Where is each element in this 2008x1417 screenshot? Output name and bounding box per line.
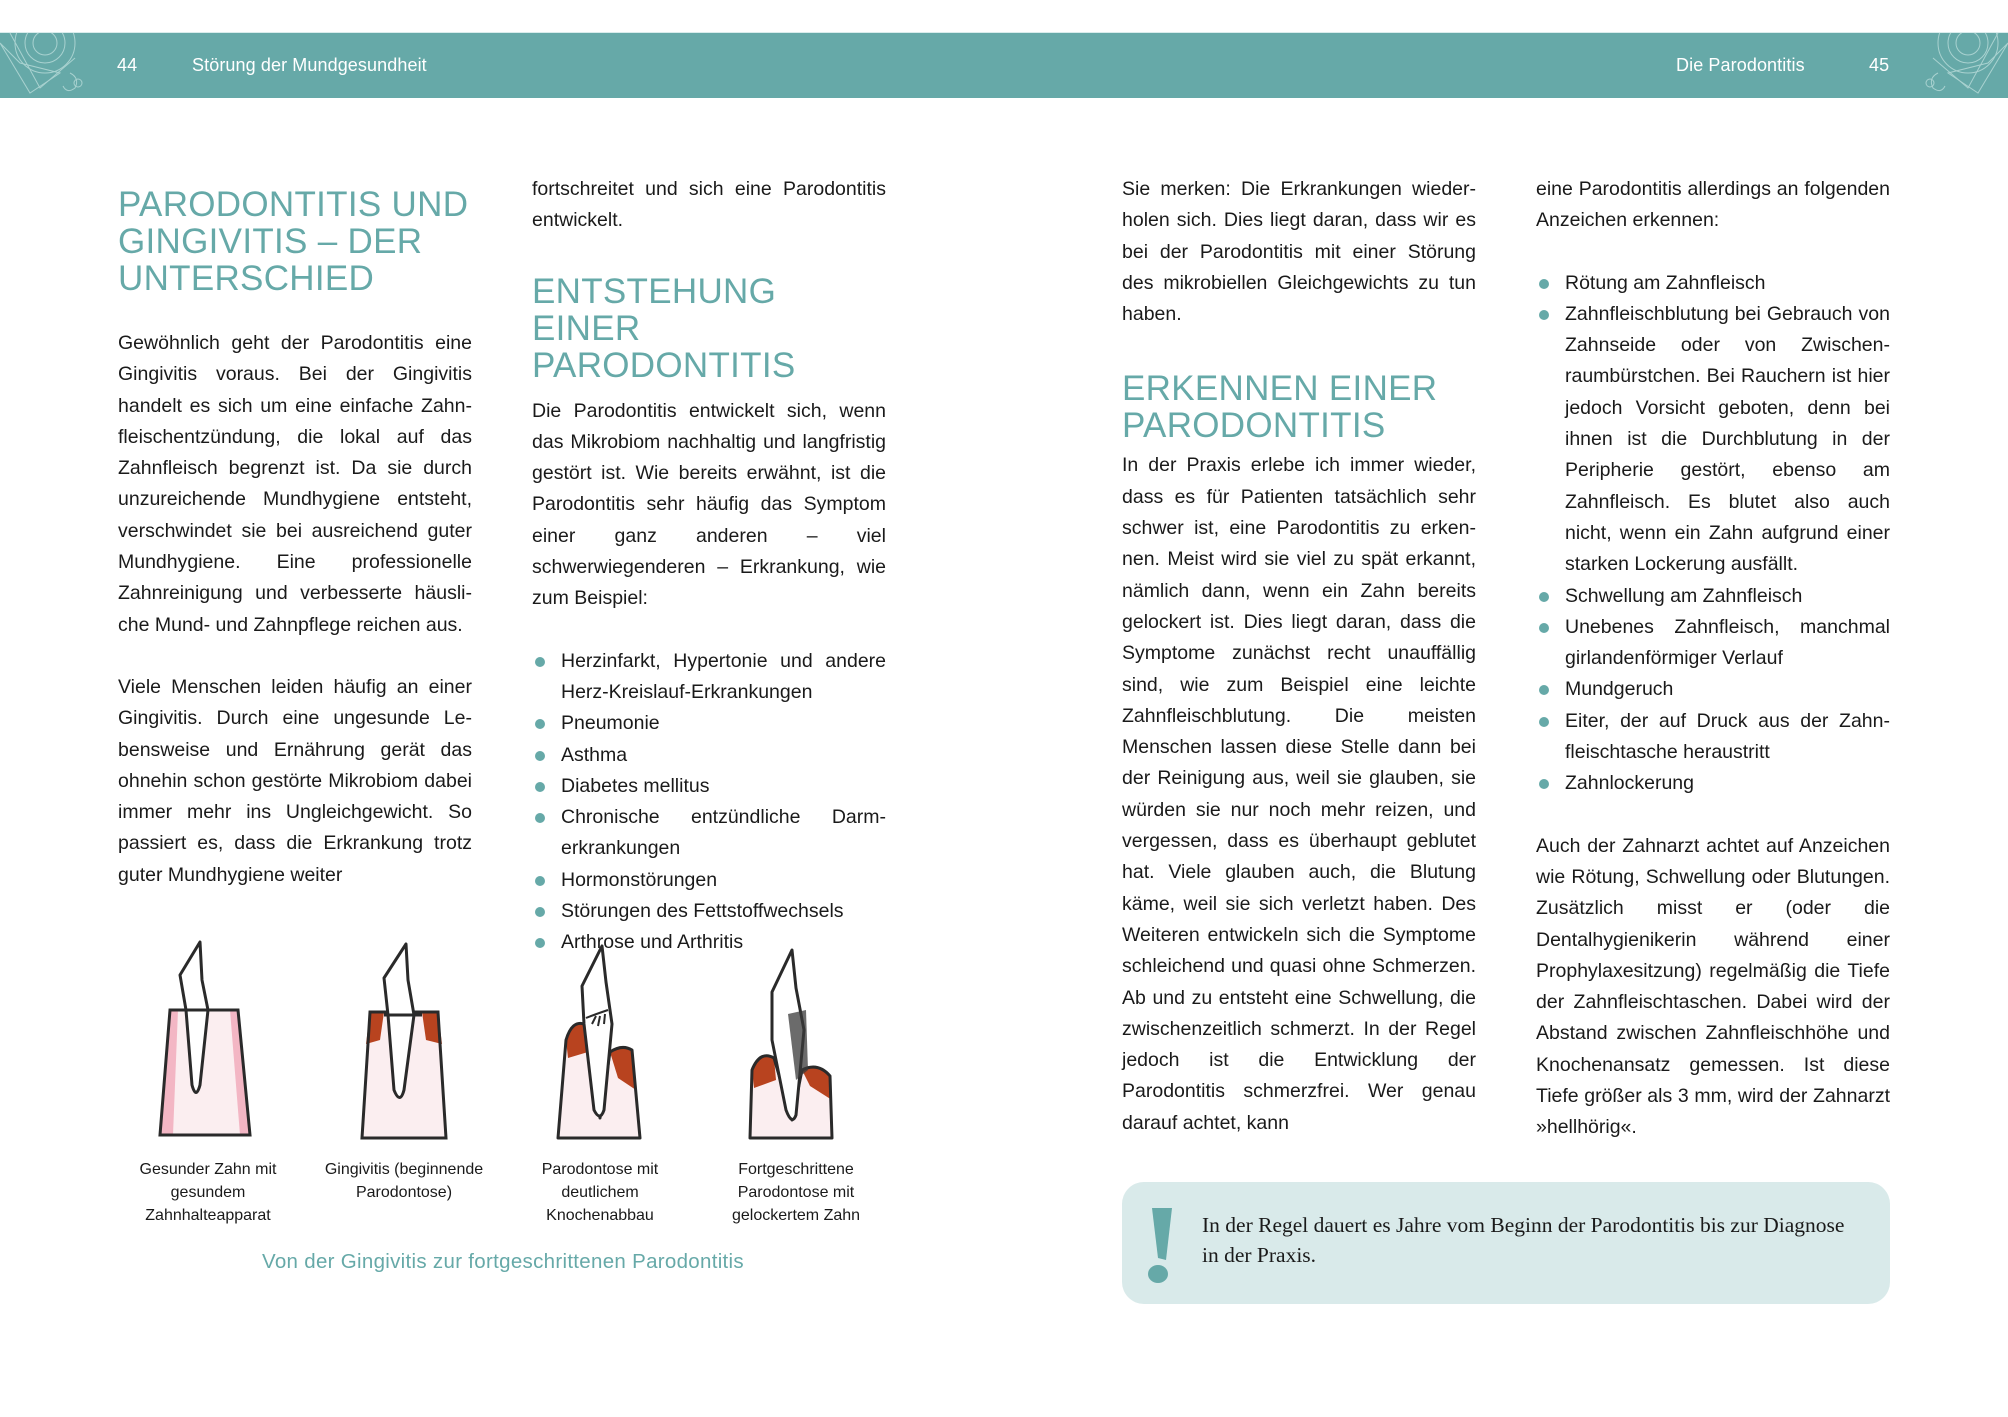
bullet-icon — [1539, 592, 1549, 602]
list-item — [1536, 581, 1890, 612]
list-item-text: Mundgeruch — [1565, 678, 1674, 701]
list-item-text: Unebenes Zahnfleisch, manchmal girlandenförmiger Verlauf — [1565, 615, 1890, 670]
heading-line: PARODONTITIS — [1122, 406, 1386, 446]
list-item — [1536, 674, 1890, 705]
advanced-periodontosis-tooth-illustration — [706, 940, 886, 1140]
list-item — [1536, 612, 1890, 675]
list-item-text: Zahnlockerung — [1565, 772, 1694, 795]
heading-line: PARODONTITIS UND — [118, 185, 469, 224]
list-item-text: Rötung am Zahnfleisch — [1565, 271, 1766, 294]
paragraph-continuation: eine Parodontitis allerdings an folgenden Anzeichen erkennen: — [1536, 178, 1890, 232]
heading-line: ENTSTEHUNG EINER — [532, 271, 777, 348]
list-item — [532, 771, 886, 802]
right-page-number: 45 — [1869, 55, 1890, 75]
list-item — [532, 740, 886, 771]
disease-list — [532, 646, 886, 959]
paragraph: Auch der Zahnarzt achtet auf Anzeichen wie Rötung, Schwellung oder Blutungen. Zusätzlich misst er (oder die Dentalhygienikerin während einer Prophylaxesitzung) regelmäßig die Tiefe der Zahnfleischtaschen. Dabei wird der Abstand zwischen Zahnfleischhöhe und Knochenansatz gemessen. Ist diese Tiefe größer als 3 mm, wird der Zahnarzt »hellhörig«. — [1536, 834, 1890, 1139]
caption-advanced-periodontosis: Fortgeschrittene Parodontose mit gelockertem Zahn — [731, 1161, 861, 1224]
bullet-icon — [535, 813, 545, 823]
list-item-text: Asthma — [561, 743, 628, 766]
list-item — [532, 708, 886, 739]
section-heading-unterschied — [118, 186, 472, 297]
caption-healthy-tooth: Gesunder Zahn mit gesundem Zahnhalteapparat — [139, 1161, 277, 1224]
list-item-text: Hormonstörungen — [561, 868, 718, 891]
heading-line: ERKENNEN EINER — [1122, 369, 1438, 409]
mandala-ornament-icon — [1908, 33, 2008, 98]
running-header — [0, 32, 2008, 98]
bullet-icon — [1539, 279, 1549, 289]
column-1 — [118, 186, 472, 891]
section-heading-erkennen — [1122, 370, 1476, 444]
bullet-icon — [1539, 310, 1549, 320]
mandala-ornament-icon — [0, 33, 100, 98]
bullet-icon — [535, 907, 545, 917]
paragraph: Die Parodontitis entwickelt sich, wenn das Mikrobiom nachhaltig und langfristig gestört ist. Wie bereits erwähnt, ist die Parodontitis sehr häufig das Symptom einer ganz anderen – viel schwerwiegenderen – Erkrankung, wie zum Beispiel: — [532, 399, 886, 610]
list-item — [532, 802, 886, 865]
list-item — [532, 646, 886, 709]
paragraph-continuation: fortschreitet und sich eine Parodontitis entwickelt. — [532, 178, 886, 232]
bullet-icon — [535, 782, 545, 792]
bullet-icon — [1539, 685, 1549, 695]
bullet-icon — [535, 876, 545, 886]
symptom-list — [1536, 268, 1890, 800]
left-page-number: 44 — [117, 55, 138, 75]
list-item-text: Schwellung am Zahnfleisch — [1565, 584, 1803, 607]
caption-periodontosis: Parodontose mit deutlichem Knochenabbau — [541, 1161, 659, 1224]
column-4 — [1536, 174, 1890, 1144]
column-2 — [532, 174, 886, 959]
list-item-text: Herzinfarkt, Hypertonie und andere Herz-Kreislauf-Erkrankungen — [561, 649, 886, 703]
list-item-text: Störungen des Fettstoffwechsels — [561, 900, 844, 923]
bullet-icon — [535, 657, 545, 667]
list-item — [1536, 268, 1890, 299]
paragraph-continuation: Sie merken: Die Erkrankungen wiederholen sich. Dies liegt daran, dass wir es bei der Parodontitis mit einer Störung des mikrobiellen Gleichgewichts zu tun haben. — [1122, 178, 1476, 326]
right-running-title: Die Parodontitis — [1676, 55, 1805, 75]
bullet-icon — [535, 751, 545, 761]
healthy-tooth-illustration — [118, 940, 298, 1140]
bullet-icon — [1539, 717, 1549, 727]
figure-title: Von der Gingivitis zur fortgeschrittenen Parodontitis — [262, 1250, 744, 1273]
list-item-text: Chronische entzündliche Darmerkrankungen — [561, 806, 886, 860]
callout-text: In der Regel dauert es Jahre vom Beginn der Parodontitis bis zur Diagnose in der Praxis. — [1202, 1213, 1845, 1267]
caption-gingivitis: Gingivitis (beginnende Parodontose) — [324, 1161, 484, 1201]
tooth-stages-figure — [118, 940, 888, 1240]
heading-line: UNTERSCHIED — [118, 259, 375, 298]
paragraph: Viele Menschen leiden häufig an einer Gingivitis. Durch eine ungesunde Lebensweise und Ernährung gerät das ohnehin schon gestörte Mikrobiom dabei immer mehr ins Ungleichgewicht. So passiert es, dass die Erkrankung trotz guter Mundhygiene weiter — [118, 675, 472, 886]
list-item-text: Arthrose und Arthritis — [561, 931, 744, 954]
exclamation-icon — [1144, 1208, 1176, 1284]
bullet-icon — [535, 719, 545, 729]
section-heading-entstehung — [532, 273, 886, 384]
list-item — [532, 865, 886, 896]
heading-line: GINGIVITIS – DER — [118, 222, 423, 261]
bullet-icon — [1539, 779, 1549, 789]
column-3 — [1122, 174, 1476, 1139]
bullet-icon — [1539, 623, 1549, 633]
left-running-title: Störung der Mundgesundheit — [192, 55, 427, 75]
gingivitis-tooth-illustration — [314, 940, 494, 1140]
list-item-text: Zahnfleischblutung bei Gebrauch von Zahnseide oder von Zwischenraumbürstchen. Bei Rauchern ist hier jedoch Vorsicht geboten, denn bei ihnen ist die Durchblutung in der Peripherie gestört, ebenso am Zahnfleisch. Es blutet also auch nicht, wenn ein Zahn aufgrund einer starken Lockerung ausfällt. — [1565, 302, 1890, 576]
list-item — [1536, 706, 1890, 769]
paragraph: In der Praxis erlebe ich immer wieder, dass es für Patienten tatsächlich sehr schwer ist, eine Parodontitis zu erkennen. Meist wird sie viel zu spät erkannt, nämlich dann, wenn ein Zahn bereits gelockert ist. Dies liegt daran, dass die Symptome zunächst recht unauffällig sind, wie zum Beispiel eine leichte Zahnfleischblutung. Die meisten Menschen lassen diese Stelle dann bei der Reinigung aus, weil sie glauben, sie würden sie nur noch mehr reizen, und vergessen, dass es überhaupt geblutet hat. Viele glauben auch, die Blutung käme, weil sie sich verletzt haben. Des Weiteren entwickeln sich die Symptome schleichend und quasi ohne Schmerzen. Ab und zu entsteht eine Schwellung, die zwischenzeitlich schmerzt. In der Regel jedoch ist die Entwicklung der Parodontitis schmerzfrei. Wer genau darauf achtet, kann — [1122, 454, 1476, 1134]
list-item-text: Eiter, der auf Druck aus der Zahnfleischtasche heraustritt — [1565, 709, 1890, 764]
list-item — [532, 896, 886, 927]
paragraph: Gewöhnlich geht der Parodontitis eine Gingivitis voraus. Bei der Gingivitis handelt es sich um eine einfache Zahnfleischentzündung, die lokal auf das Zahnfleisch begrenzt ist. Da sie durch unzureichende Mundhygiene entsteht, verschwindet sie bei ausreichend guter Mundhygiene. Eine professionelle Zahnreinigung und verbesserte häusliche Mund- und Zahnpflege reichen aus. — [118, 332, 472, 636]
list-item — [1536, 299, 1890, 581]
list-item-text: Pneumonie — [561, 712, 660, 735]
heading-line: PARODONTITIS — [532, 345, 796, 385]
tip-callout-box — [1122, 1182, 1890, 1304]
list-item — [1536, 768, 1890, 799]
list-item-text: Diabetes mellitus — [561, 774, 710, 797]
periodontosis-tooth-illustration — [510, 940, 690, 1140]
